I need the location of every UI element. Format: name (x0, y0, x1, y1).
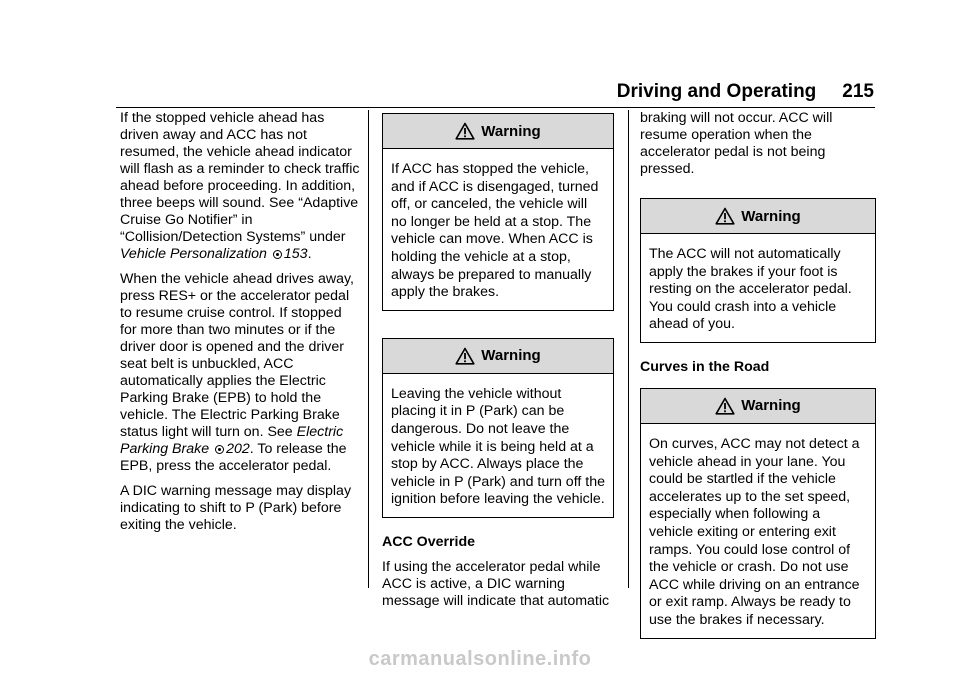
warning-header (383, 114, 613, 149)
warning-box (640, 388, 876, 639)
warning-title: Warning (741, 397, 801, 415)
column-2 (382, 113, 614, 618)
paragraph-text: . (307, 246, 312, 262)
warning-header (641, 199, 875, 234)
paragraph: A DIC warning message may display indicating to shift to P (Park) before exiting the vehicle. (120, 483, 352, 533)
warning-box (382, 113, 614, 311)
warning-body: If ACC has stopped the vehicle, and if ACC is disengaged, turned off, or canceled, the vehicle will no longer be held at a stop. The vehicle can move. When ACC is holding the vehicle at a stop, always be prepared to manually apply the brakes. (391, 161, 599, 301)
warning-box (640, 198, 876, 343)
warning-triangle-icon (715, 207, 735, 225)
page-header (617, 81, 874, 103)
warning-triangle-icon (455, 122, 475, 140)
cross-reference-page[interactable]: 202 (226, 441, 250, 457)
warning-title: Warning (481, 122, 541, 140)
paragraph (120, 271, 360, 475)
warning-title: Warning (481, 347, 541, 365)
paragraph-text: When the vehicle ahead drives away, press RES+ or the accelerator pedal to resume cruise control. If stopped for more than two minutes or if the driver door is opened and the driver seat belt is unbuckled, ACC automatically applies the Electric Parking Brake (EPB) to hold the vehicle. The Electric Parking Brake status light will turn on. See (120, 271, 354, 440)
paragraph-text: . To release the EPB, press the accelerator pedal. (120, 441, 347, 474)
page-reference-icon (215, 445, 224, 454)
cross-reference-link[interactable]: Electric Parking Brake (120, 424, 344, 457)
warning-header (383, 339, 613, 374)
paragraph (120, 110, 360, 263)
watermark: carmanualsonline.info (368, 648, 592, 670)
subheading: ACC Override (382, 533, 476, 550)
paragraph: braking will not occur. ACC will resume operation when the accelerator pedal is not being pressed. (640, 110, 833, 177)
column-divider-2 (628, 110, 629, 588)
column-divider-1 (368, 110, 369, 588)
subheading: Curves in the Road (640, 358, 770, 375)
warning-triangle-icon (455, 347, 475, 365)
column-3 (640, 110, 876, 639)
warning-body: The ACC will not automatically apply the brakes if your foot is resting on the accelerator pedal. You could crash into a vehicle ahead of you. (649, 246, 852, 333)
cross-reference-page[interactable]: 153 (283, 246, 308, 262)
page-reference-icon (273, 250, 282, 259)
warning-title: Warning (741, 207, 801, 225)
warning-triangle-icon (715, 397, 735, 415)
column-1 (120, 110, 360, 542)
section-title: Driving and Operating (616, 81, 817, 102)
page-number: 215 (842, 81, 874, 102)
warning-header (641, 389, 875, 424)
warning-body: On curves, ACC may not detect a vehicle ahead in your lane. You could be startled if the vehicle accelerates up to the set speed, especially when following a vehicle exiting or entering exit ramps. You could lose control of the vehicle or crash. Do not use ACC while driving on an entrance or exit ramp. Always be ready to use the brakes if necessary. (649, 435, 860, 628)
paragraph-text: If the stopped vehicle ahead has driven away and ACC has not resumed, the vehicle ahead indicator will flash as a reminder to check traffic ahead before proceeding. In addition, three beeps will sound. See “Adaptive Cruise Go Notifier” in “Collision/Detection Systems” under (120, 110, 360, 245)
header-rule (116, 107, 875, 108)
warning-body: Leaving the vehicle without placing it in P (Park) can be dangerous. Do not leave the vehicle while it is being held at a stop by ACC. Always place the vehicle in P (Park) and turn off the ignition before leaving the vehicle. (391, 385, 605, 508)
paragraph: If using the accelerator pedal while ACC is active, a DIC warning message will indicate that automatic (382, 558, 610, 609)
warning-box (382, 338, 614, 518)
cross-reference-link[interactable]: Vehicle Personalization (120, 246, 267, 262)
